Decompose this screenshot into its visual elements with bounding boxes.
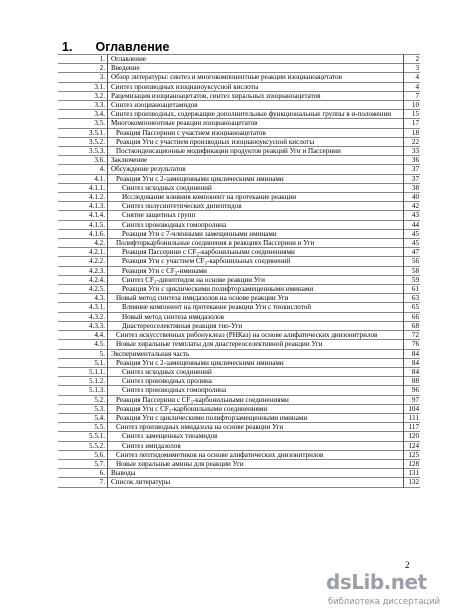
toc-row [58,82,420,91]
toc-entry-title: Обсуждение результатов [108,165,404,174]
toc-entry-number: 3.3. [94,101,105,110]
toc-row [58,183,420,192]
toc-row [58,275,420,284]
toc-entry-page: 131 [404,469,421,478]
toc-entry-number: 4.1. [94,174,105,183]
toc-entry-number: 4.1.4. [89,211,105,220]
toc-entry-page: 40 [404,193,421,202]
toc-entry-title: Оглавление [108,55,404,64]
toc-entry-page: 125 [404,450,421,459]
toc-entry-number: 5.5.1. [89,432,105,441]
toc-entry-page: 120 [404,432,421,441]
toc-entry-page: 15 [404,110,421,119]
toc-entry-number: 4.4. [94,331,105,340]
toc-entry-title: Постконденсационные модификации продуктов реакций Уги и Пассерини [108,147,404,156]
toc-entry-title: Полифторкарбонильные соединения в реакциях Пассерини и Уги [108,239,404,248]
toc-row [58,174,420,183]
toc-row [58,469,420,478]
toc-entry-page: 128 [404,459,421,468]
toc-entry-number: 5. [99,349,105,358]
toc-entry-page: 36 [404,156,421,165]
toc-entry-page: 17 [404,119,421,128]
toc-entry-page: 10 [404,101,421,110]
toc-entry-number: 4.5. [94,340,105,349]
toc-entry-page: 37 [404,165,421,174]
toc-entry-number: 5.1.3. [89,386,105,395]
toc-row [58,459,420,468]
toc-entry-page: 72 [404,331,421,340]
toc-row [58,303,420,312]
toc-entry-page: 56 [404,257,421,266]
toc-entry-number: 3.6. [94,156,105,165]
toc-row [58,119,420,128]
toc-row [58,55,420,64]
toc-row [58,358,420,367]
watermark-logo: dsLib.net [326,570,427,594]
toc-entry-number: 5.5. [94,423,105,432]
toc-row [58,257,420,266]
toc-entry-page: 47 [404,248,421,257]
toc-entry-title: Синтез искусственных рибонуклеаз (РНКаз) на основе алифатических диизонитрилов [108,331,404,340]
toc-entry-page: 65 [404,303,421,312]
toc-row [58,441,420,450]
toc-entry-title: Введение [108,64,404,73]
toc-entry-title: Синтез производных гомопролина [108,220,404,229]
toc-entry-title: Синтез CF₃-дипептидов на основе реакции Уги [108,275,404,284]
toc-entry-number: 4.2.3. [89,266,105,275]
toc-row [58,450,420,459]
toc-heading [62,40,169,54]
toc-entry-page: 66 [404,312,421,321]
toc-row [58,321,420,330]
toc-entry-page: 38 [404,183,421,192]
toc-entry-title: Реакция Пассерини с участием изоцианоацетатов [108,128,404,137]
heading-title: Оглавление [95,40,170,54]
toc-entry-title: Список литературы [108,478,404,487]
toc-entry-page: 104 [404,404,421,413]
toc-entry-page: 42 [404,202,421,211]
toc-row [58,285,420,294]
toc-entry-number: 3.1. [94,82,105,91]
toc-row [58,193,420,202]
toc-entry-number: 3.2. [94,91,105,100]
toc-entry-number: 5.7. [94,459,105,468]
toc-entry-number: 4.2.2. [89,257,105,266]
toc-entry-number: 4. [99,165,105,174]
toc-row [58,294,420,303]
toc-entry-number: 4.2.4. [89,275,105,284]
toc-entry-number: 5.1. [94,358,105,367]
toc-entry-page: 96 [404,386,421,395]
toc-entry-title: Реакция Уги с участием CF₃-карбонильных соединений [108,257,404,266]
toc-entry-number: 4.1.5. [89,220,105,229]
heading-number: 1. [62,40,73,54]
toc-entry-page: 4 [404,73,421,82]
toc-entry-title: Заключение [108,156,404,165]
toc-entry-page: 44 [404,220,421,229]
toc-entry-title: Реакция Уги с CF₃-иминами [108,266,404,275]
toc-row [58,202,420,211]
toc-entry-title: Синтез пептидомиметиков на основе алифатических диизонитрилов [108,450,404,459]
toc-entry-title: Реакция Уги с циклическими полифторзамещенными иминами [108,413,404,422]
toc-entry-number: 3.5. [94,119,105,128]
toc-row [58,432,420,441]
toc-entry-number: 5.2. [94,395,105,404]
toc-entry-title: Новый метод синтеза имидазолов на основе реакции Уги [108,294,404,303]
toc-entry-number: 6. [99,469,105,478]
toc-row [58,377,420,386]
toc-entry-number: 4.3.1. [89,303,105,312]
toc-entry-number: 4.2.5. [89,285,105,294]
toc-entry-title: Синтез производных пролина [108,377,404,386]
toc-entry-title: Реакция Уги с 2-замещенными циклическими иминами [108,358,404,367]
toc-entry-page: 88 [404,377,421,386]
toc-entry-number: 5.3. [94,404,105,413]
toc-entry-page: 84 [404,358,421,367]
toc-entry-number: 4.1.3. [89,202,105,211]
toc-row [58,239,420,248]
toc-entry-page: 97 [404,395,421,404]
toc-row [58,312,420,321]
toc-entry-page: 76 [404,340,421,349]
toc-entry-number: 3.4. [94,110,105,119]
toc-entry-title: Реакция Уги с 7-членными замещенными иминами [108,229,404,238]
page-number: 2 [405,560,410,570]
toc-entry-title: Синтез производных, содержащие дополнительные функциональные группы в α-положении [108,110,404,119]
toc-row [58,266,420,275]
toc-entry-title: Синтез исходных соединений [108,367,404,376]
toc-entry-number: 1. [99,55,105,63]
toc-entry-title: Новый метод синтеза имидазолов [108,312,404,321]
table-of-contents [58,54,420,488]
toc-entry-title: Выводы [108,469,404,478]
toc-entry-title: Синтез производных гомопролина [108,386,404,395]
toc-entry-title: Реакция Уги с участием производных изоцианоуксусной кислоты [108,137,404,146]
toc-entry-title: Синтез изоцианоацетамидов [108,101,404,110]
toc-entry-page: 33 [404,147,421,156]
toc-row [58,211,420,220]
toc-row [58,413,420,422]
toc-entry-number: 3.5.1. [89,128,105,137]
toc-entry-title: Исследование влияния компонент на протекание реакции [108,193,404,202]
toc-entry-number: 4.1.6. [89,229,105,238]
toc-entry-page: 45 [404,239,421,248]
toc-row [58,147,420,156]
toc-entry-title: Экспериментальная часть [108,349,404,358]
toc-entry-number: 4.1.1. [89,183,105,192]
toc-entry-page: 58 [404,266,421,275]
toc-entry-title: Диастереоселективная реакция тио-Уги [108,321,404,330]
toc-entry-page: 43 [404,211,421,220]
toc-entry-title: Реакция Уги с CF₃-карбонильными соединениями [108,404,404,413]
toc-entry-page: 117 [404,423,421,432]
toc-row [58,367,420,376]
toc-row [58,165,420,174]
toc-entry-title: Синтез имидазолов [108,441,404,450]
toc-row [58,110,420,119]
toc-entry-page: 111 [404,413,421,422]
toc-entry-title: Реакция Пассерини с CF₃-карбонильными соединениями [108,395,404,404]
toc-entry-number: 4.2.1. [89,248,105,257]
toc-row [58,404,420,413]
toc-entry-page: 68 [404,321,421,330]
toc-row [58,386,420,395]
toc-entry-page: 84 [404,349,421,358]
toc-row [58,156,420,165]
toc-entry-number: 4.1.2. [89,193,105,202]
toc-row [58,101,420,110]
toc-entry-title: Реакция Уги с циклическими полифторзамещенными иминами [108,285,404,294]
toc-entry-page: 2 [404,55,421,64]
toc-row [58,137,420,146]
toc-row [58,229,420,238]
toc-row [58,340,420,349]
toc-entry-number: 7. [99,478,105,487]
toc-entry-title: Новые хиральные амины для реакции Уги [108,459,404,468]
toc-entry-title: Рацемизация изоцианоацетатов, синтез хиральных изоцианоацетатов [108,91,404,100]
toc-row [58,91,420,100]
toc-entry-number: 4.3. [94,294,105,303]
toc-entry-page: 3 [404,64,421,73]
toc-entry-page: 45 [404,229,421,238]
dslib-watermark [326,570,446,610]
toc-entry-title: Влияние компонент на протекание реакции Уги с тиокислотой [108,303,404,312]
toc-entry-page: 37 [404,174,421,183]
toc-row [58,331,420,340]
toc-entry-page: 63 [404,294,421,303]
toc-entry-number: 4.3.2. [89,312,105,321]
toc-row [58,64,420,73]
toc-entry-title: Новые хиральные темплаты для диастереоселективной реакции Уги [108,340,404,349]
toc-entry-page: 4 [404,82,421,91]
toc-entry-title: Реакция Уги с 2-замещенными циклическими иминами [108,174,404,183]
toc-entry-number: 5.6. [94,450,105,459]
toc-entry-page: 61 [404,285,421,294]
toc-row [58,349,420,358]
toc-entry-title: Синтез исходных соединений [108,183,404,192]
toc-row [58,128,420,137]
toc-entry-number: 3.5.2. [89,137,105,146]
toc-entry-title: Синтез полусинтетических дипептидов [108,202,404,211]
toc-entry-title: Снятие защитных групп [108,211,404,220]
toc-entry-title: Обзор литературы: синтез и многокомпонентные реакции изоцианоацетатов [108,73,404,82]
toc-entry-page: 18 [404,128,421,137]
toc-entry-title: Многокомпонентные реакции изоцианоацетатов [108,119,404,128]
toc-entry-page: 132 [404,478,421,487]
toc-row [58,395,420,404]
toc-row [58,423,420,432]
toc-entry-number: 5.5.2. [89,441,105,450]
toc-row [58,220,420,229]
toc-row [58,248,420,257]
toc-entry-page: 84 [404,367,421,376]
toc-entry-page: 124 [404,441,421,450]
toc-entry-number: 5.4. [94,413,105,422]
toc-entry-number: 4.3.3. [89,321,105,330]
toc-entry-number: 5.1.2. [89,377,105,386]
toc-entry-number: 3. [99,73,105,82]
toc-entry-title: Синтез замещенных тиоамидов [108,432,404,441]
toc-entry-number: 2. [99,64,105,73]
toc-entry-title: Синтез производных изоцианоуксусной кислоты [108,82,404,91]
toc-entry-page: 22 [404,137,421,146]
watermark-subtitle: библиотека диссертаций [328,596,441,606]
toc-entry-number: 3.5.3. [89,147,105,156]
toc-entry-title: Синтез производных имидазола на основе реакции Уги [108,423,404,432]
toc-entry-page: 59 [404,275,421,284]
toc-entry-number: 4.2. [94,239,105,248]
toc-entry-title: Реакция Пассерини с CF₃-карбонильными соединениями [108,248,404,257]
toc-row [58,73,420,82]
toc-entry-page: 7 [404,91,421,100]
toc-row [58,478,420,487]
toc-entry-number: 5.1.1. [89,367,105,376]
